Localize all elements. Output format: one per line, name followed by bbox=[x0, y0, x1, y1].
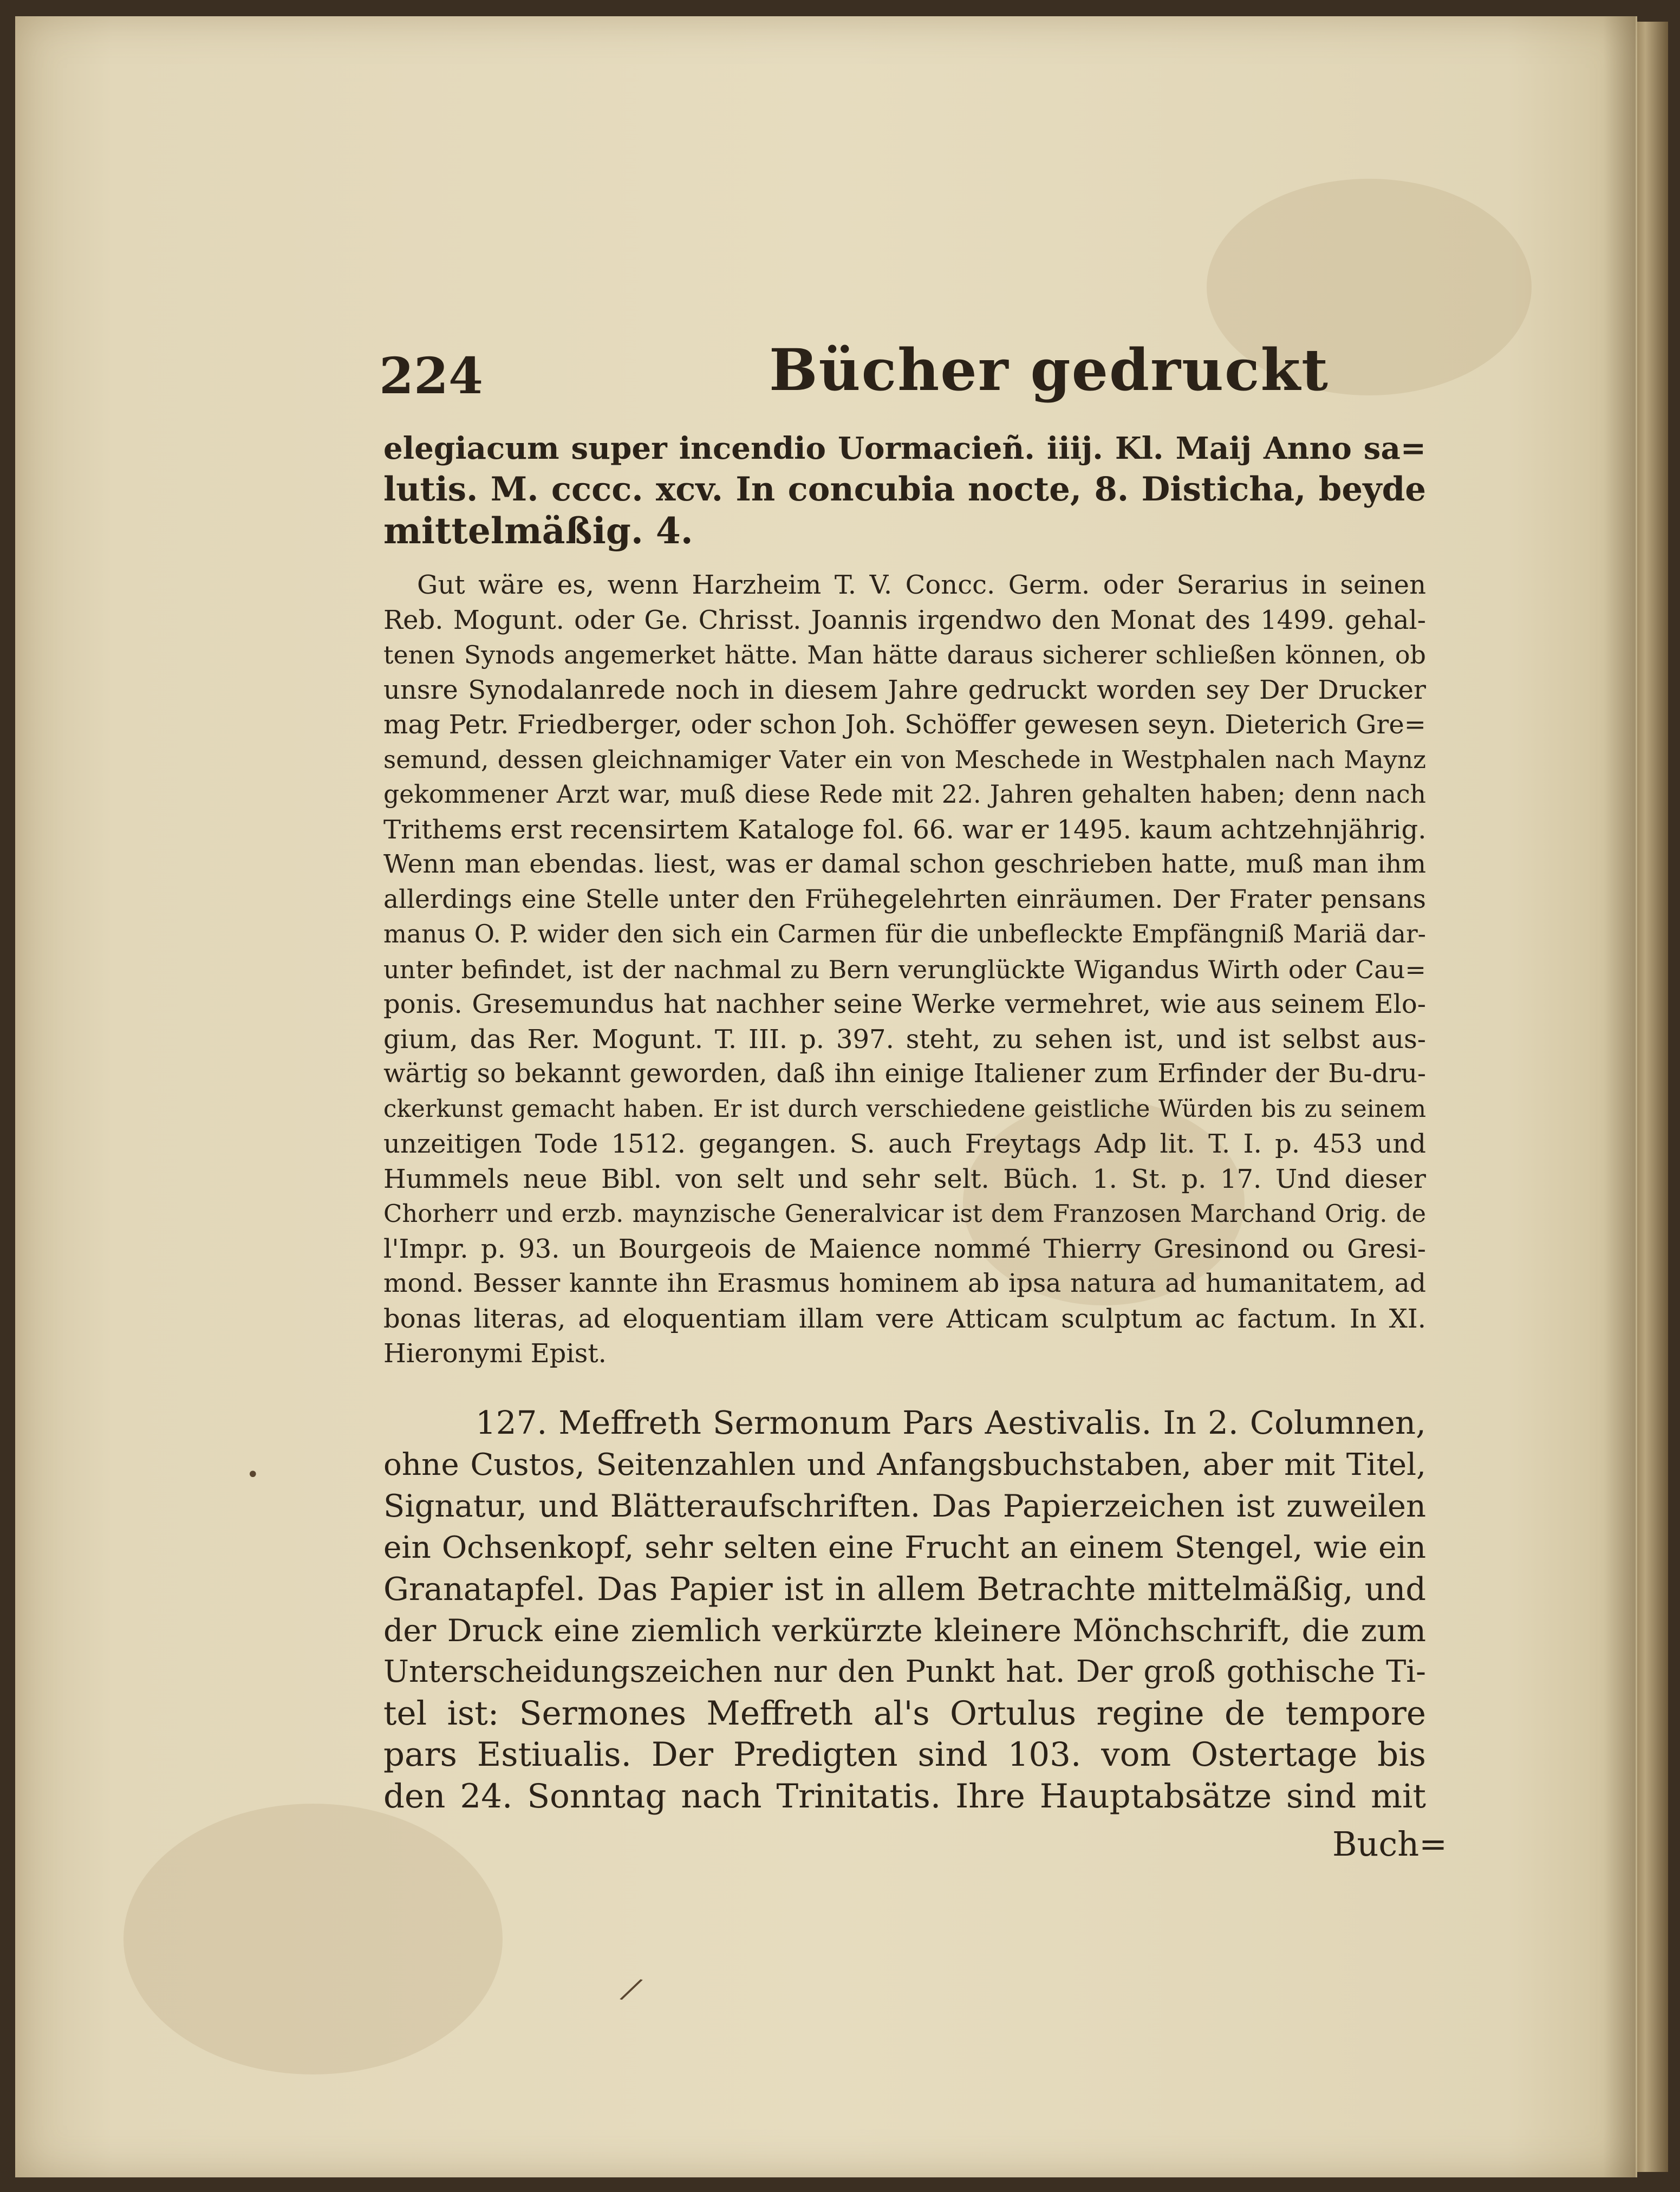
text-line: tenen Synods angemerket hätte. Man hätte daraus sicherer schließen können, ob bbox=[383, 640, 1426, 669]
text-line: Unterscheidungszeichen nur den Punkt hat. Der groß gothische Ti- bbox=[383, 1654, 1426, 1689]
text-line: unsre Synodalanrede noch in diesem Jahre gedruckt worden sey Der Drucker bbox=[383, 674, 1426, 705]
text-line: Hummels neue Bibl. von selt und sehr selt. Büch. 1. St. p. 17. Und dieser bbox=[383, 1163, 1426, 1194]
text-line: Hieronymi Epist. bbox=[383, 1338, 607, 1369]
ink-dot: • bbox=[246, 1462, 259, 1487]
text-line: mag Petr. Friedberger, oder schon Joh. Schöffer gewesen seyn. Dieterich Gre= bbox=[383, 710, 1426, 740]
text-line: semund, dessen gleichnamiger Vater ein von Meschede in Westphalen nach Maynz bbox=[383, 745, 1426, 774]
text-line: ohne Custos, Seitenzahlen und Anfangsbuchstaben, aber mit Titel, bbox=[383, 1447, 1426, 1482]
text-line: ckerkunst gemacht haben. Er ist durch verschiedene geistliche Würden bis zu seinem bbox=[383, 1095, 1426, 1123]
text-line: lutis. M. cccc. xcv. In concubia nocte, 8. Disticha, beyde bbox=[383, 470, 1426, 509]
text-line: ein Ochsenkopf, sehr selten eine Frucht an einem Stengel, wie ein bbox=[383, 1530, 1426, 1565]
paragraph-continuation bbox=[383, 428, 1426, 551]
text-line: Reb. Mogunt. oder Ge. Chrisst. Joannis irgendwo den Monat des 1499. gehal- bbox=[383, 604, 1426, 635]
text-line: l'Impr. p. 93. un Bourgeois de Maience nommé Thierry Gresinond ou Gresi- bbox=[383, 1233, 1426, 1264]
text-line: Wenn man ebendas. liest, was er damal schon geschrieben hatte, muß man ihm bbox=[383, 849, 1426, 879]
text-line: bonas literas, ad eloquentiam illam vere Atticam sculptum ac factum. In XI. bbox=[383, 1303, 1426, 1334]
text-line: Signatur, und Blätteraufschriften. Das Papierzeichen ist zuweilen bbox=[383, 1488, 1426, 1524]
ink-stroke: ⁄ bbox=[623, 1971, 639, 2010]
text-line: Gut wäre es, wenn Harzheim T. V. Concc. Germ. oder Serarius in seinen bbox=[417, 570, 1426, 600]
text-line: unzeitigen Tode 1512. gegangen. S. auch Freytags Adp lit. T. I. p. 453 und bbox=[383, 1129, 1426, 1159]
paper-stain bbox=[123, 1804, 503, 2074]
text-line: allerdings eine Stelle unter den Frühegelehrten einräumen. Der Frater pensans bbox=[383, 884, 1426, 914]
text-line: 127. Meffreth Sermonum Pars Aestivalis. In 2. Columnen, bbox=[476, 1404, 1426, 1442]
text-line: wärtig so bekannt geworden, daß ihn einige Italiener zum Erfinder der Bu-dru- bbox=[383, 1059, 1426, 1089]
text-line: unter befindet, ist der nachmal zu Bern verunglückte Wigandus Wirth oder Cau= bbox=[383, 954, 1426, 984]
footnote-paragraph bbox=[383, 568, 1426, 1371]
text-line: elegiacum super incendio Uormacieñ. iiij. Kl. Maij Anno sa= bbox=[383, 431, 1426, 466]
text-line: pars Estiualis. Der Predigten sind 103. vom Ostertage bis bbox=[383, 1735, 1426, 1774]
text-line: den 24. Sonntag nach Trinitatis. Ihre Hauptabsätze sind mit bbox=[383, 1777, 1426, 1816]
binding-shadow bbox=[1603, 16, 1636, 2177]
text-line: Granatapfel. Das Papier ist in allem Betrachte mittelmäßig, und bbox=[383, 1570, 1426, 1608]
text-line: Trithems erst recensirtem Kataloge fol. 66. war er 1495. kaum achtzehnjährig. bbox=[383, 814, 1427, 845]
running-head: Bücher gedruckt bbox=[769, 336, 1329, 404]
text-line: ponis. Gresemundus hat nachher seine Werke vermehret, wie aus seinem Elo- bbox=[383, 989, 1426, 1019]
text-line: gekommener Arzt war, muß diese Rede mit 22. Jahren gehalten haben; denn nach bbox=[383, 780, 1426, 809]
text-line: mond. Besser kannte ihn Erasmus hominem ab ipsa natura ad humanitatem, ad bbox=[383, 1269, 1426, 1298]
page-number: 224 bbox=[379, 347, 484, 405]
text-line: tel ist: Sermones Meffreth al's Ortulus regine de tempore bbox=[383, 1694, 1426, 1733]
text-line: mittelmäßig. 4. bbox=[383, 510, 693, 552]
text-line: Chorherr und erzb. maynzische Generalvicar ist dem Franzosen Marchand Orig. de bbox=[383, 1199, 1426, 1228]
text-line: gium, das Rer. Mogunt. T. III. p. 397. steht, zu sehen ist, und ist selbst aus- bbox=[383, 1024, 1426, 1055]
catchword: Buch= bbox=[1332, 1824, 1448, 1864]
main-entry-paragraph bbox=[383, 1403, 1426, 1817]
text-line: der Druck eine ziemlich verkürzte kleinere Mönchschrift, die zum bbox=[383, 1612, 1426, 1649]
text-line: manus O. P. wider den sich ein Carmen für die unbefleckte Empfängniß Mariä dar- bbox=[383, 920, 1426, 948]
